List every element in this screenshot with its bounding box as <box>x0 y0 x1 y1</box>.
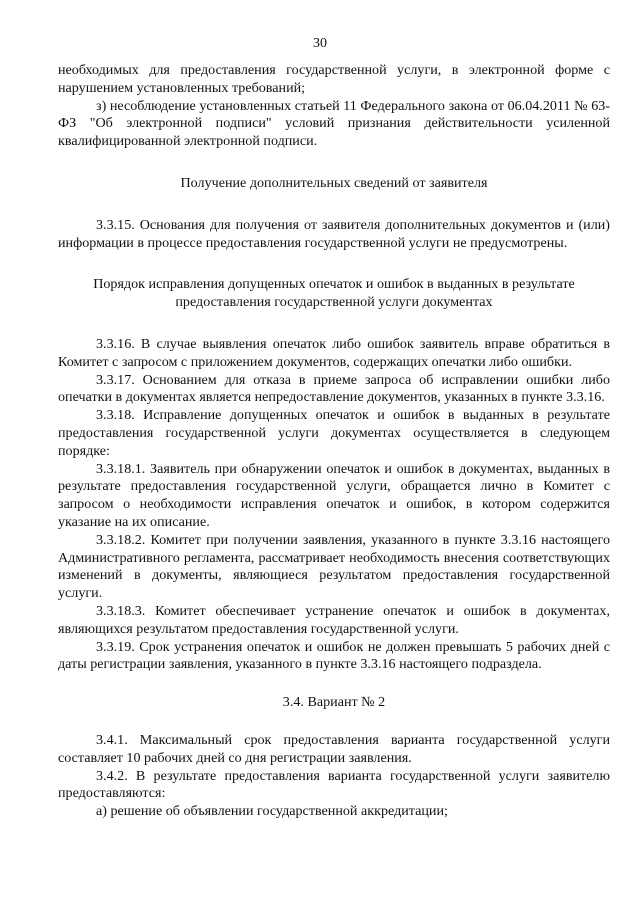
document-body <box>58 62 610 821</box>
paragraph-3-3-18-3: 3.3.18.3. Комитет обеспечивает устранение опечаток и ошибок в документах, являющихся результатом предоставления государственной услуги. <box>58 602 610 637</box>
paragraph-item-a: а) решение об объявлении государственной аккредитации; <box>96 803 448 820</box>
paragraph-3-4-2: 3.4.2. В результате предоставления варианта государственной услуги заявителю предоставляются: <box>58 767 610 802</box>
section-heading-corrections: Порядок исправления допущенных опечаток и ошибок в выданных в результате предоставления государственной услуги документах <box>93 276 575 311</box>
paragraph-3-4-1: 3.4.1. Максимальный срок предоставления варианта государственной услуги составляет 10 рабочих дней со дня регистрации заявления. <box>58 731 610 766</box>
paragraph-continuation: необходимых для предоставления государственной услуги, в электронной форме с нарушением установленных требований; <box>58 62 610 96</box>
page-number: 30 <box>313 36 327 51</box>
paragraph-3-3-19: 3.3.19. Срок устранения опечаток и ошибок не должен превышать 5 рабочих дней с даты регистрации заявления, указанного в пункте 3.3.16 настоящего подраздела. <box>58 638 610 673</box>
paragraph-item-z: з) несоблюдение установленных статьей 11 Федерального закона от 06.04.2011 № 63-ФЗ "Об электронной подписи" условий признания действительности усиленной квалифицированной электронной подписи. <box>58 97 610 150</box>
section-heading-variant-2: 3.4. Вариант № 2 <box>282 694 386 711</box>
paragraph-3-3-15: 3.3.15. Основания для получения от заявителя дополнительных документов и (или) информации в процессе предоставления государственной услуги не предусмотрены. <box>58 216 610 251</box>
section-heading-additional-info: Получение дополнительных сведений от заявителя <box>180 174 488 191</box>
paragraph-3-3-18: 3.3.18. Исправление допущенных опечаток и ошибок в выданных в результате предоставления государственной услуги документах осуществляется в следующем порядке: <box>58 407 610 459</box>
paragraph-3-3-16: 3.3.16. В случае выявления опечаток либо ошибок заявитель вправе обратиться в Комитет с запросом с приложением документов, содержащих опечатки либо ошибки. <box>58 335 610 370</box>
paragraph-3-3-18-1: 3.3.18.1. Заявитель при обнаружении опечаток и ошибок в документах, выданных в результате предоставления государственной услуги, обращается лично в Комитет с запросом о необходимости исправления опечаток и ошибок, в котором содержится указание на их описание. <box>58 460 610 530</box>
paragraph-3-3-18-2: 3.3.18.2. Комитет при получении заявления, указанного в пункте 3.3.16 настоящего Административного регламента, рассматривает необходимость внесения соответствующих изменений в документы, являющиеся результатом предоставления государственной услуги. <box>58 531 610 602</box>
paragraph-3-3-17: 3.3.17. Основанием для отказа в приеме запроса об исправлении ошибки либо опечатки в документах является непредоставление документов, указанных в пункте 3.3.16. <box>58 371 610 406</box>
